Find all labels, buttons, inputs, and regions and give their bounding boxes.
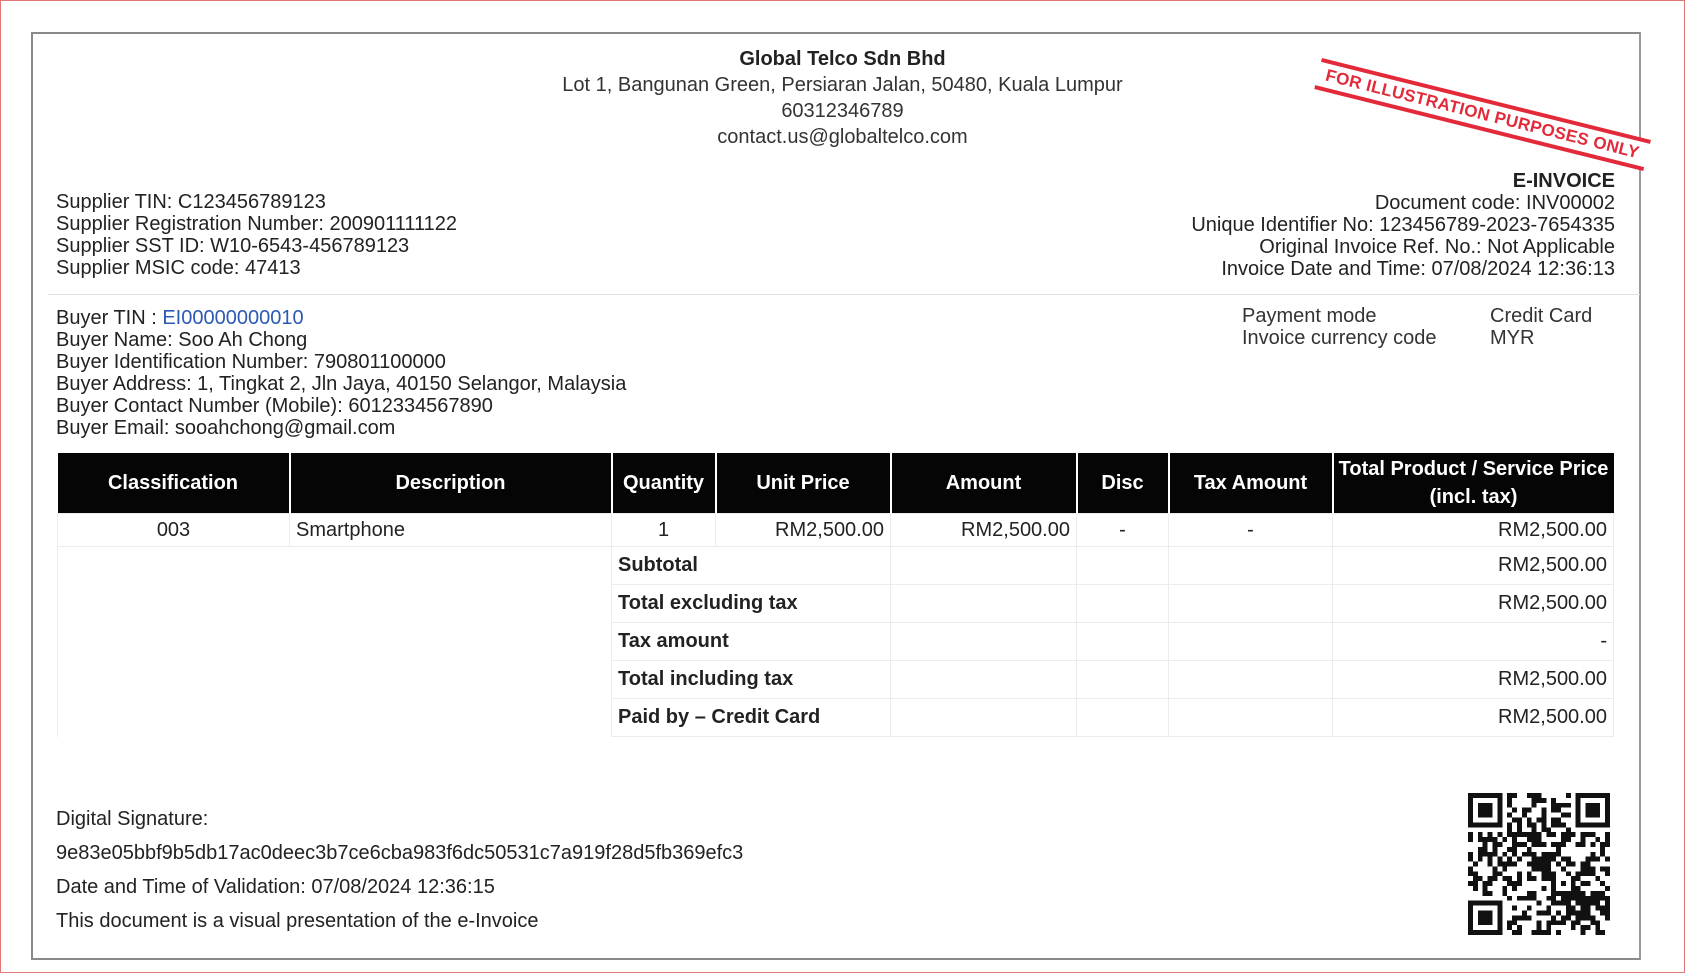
summary-label: Total including tax <box>612 661 891 699</box>
payment-mode-row <box>1242 305 1592 327</box>
summary-empty-cell <box>891 699 1077 737</box>
header-unit-price: Unit Price <box>716 453 891 514</box>
currency-label: Invoice currency code <box>1242 327 1437 349</box>
summary-empty-cell <box>1169 661 1333 699</box>
header-tax-amount: Tax Amount <box>1169 453 1333 514</box>
cell-classification: 003 <box>58 514 290 547</box>
cell-disc: - <box>1077 514 1169 547</box>
supplier-msic: Supplier MSIC code: 47413 <box>56 257 301 279</box>
cell-description: Smartphone <box>290 514 612 547</box>
supplier-sst: Supplier SST ID: W10-6543-456789123 <box>56 235 410 257</box>
summary-value: RM2,500.00 <box>1333 699 1614 737</box>
header-amount: Amount <box>891 453 1077 514</box>
supplier-details <box>56 191 457 279</box>
buyer-tin-label: Buyer TIN : <box>56 307 163 329</box>
supplier-header <box>0 46 1685 150</box>
cell-quantity: 1 <box>612 514 716 547</box>
summary-value: - <box>1333 623 1614 661</box>
invoice-items-table <box>57 453 1614 737</box>
header-disc: Disc <box>1077 453 1169 514</box>
header-classification: Classification <box>58 453 290 514</box>
summary-empty-cell <box>1169 699 1333 737</box>
header-total-price: Total Product / Service Price (incl. tax) <box>1333 453 1614 514</box>
summary-empty-cell <box>1077 547 1169 585</box>
buyer-email: Buyer Email: sooahchong@gmail.com <box>56 417 396 439</box>
summary-value: RM2,500.00 <box>1333 585 1614 623</box>
invoice-title: E-INVOICE <box>1512 170 1615 192</box>
signature-label: Digital Signature: <box>56 808 209 830</box>
summary-empty-cell <box>891 623 1077 661</box>
qr-code-icon <box>1468 793 1610 935</box>
invoice-datetime: Invoice Date and Time: 07/08/2024 12:36:13 <box>1221 258 1615 280</box>
buyer-contact: Buyer Contact Number (Mobile): 6012334567890 <box>56 395 493 417</box>
validation-footer <box>56 806 743 942</box>
cell-tax-amount: - <box>1169 514 1333 547</box>
payment-mode-label: Payment mode <box>1242 305 1377 327</box>
summary-label: Paid by – Credit Card <box>612 699 891 737</box>
summary-empty-cell <box>1077 585 1169 623</box>
header-quantity: Quantity <box>612 453 716 514</box>
validation-datetime: Date and Time of Validation: 07/08/2024 12:36:15 <box>56 876 495 898</box>
table-row <box>58 514 1614 547</box>
summary-empty-cell <box>891 547 1077 585</box>
buyer-details <box>56 307 626 439</box>
payment-mode-value: Credit Card <box>1490 305 1593 327</box>
summary-label: Tax amount <box>612 623 891 661</box>
signature-value: 9e83e05bbf9b5db17ac0deec3b7ce6cba983f6dc50531c7a919f28d5fb369efc3 <box>56 842 744 864</box>
cell-unit-price: RM2,500.00 <box>716 514 891 547</box>
summary-empty-cell <box>891 585 1077 623</box>
buyer-id-number: Buyer Identification Number: 790801100000 <box>56 351 446 373</box>
header-description: Description <box>290 453 612 514</box>
cell-total: RM2,500.00 <box>1333 514 1614 547</box>
original-invoice-ref: Original Invoice Ref. No.: Not Applicable <box>1259 236 1615 258</box>
supplier-name: Global Telco Sdn Bhd <box>739 48 946 70</box>
payment-details <box>1242 305 1592 349</box>
summary-empty-cell <box>1077 623 1169 661</box>
illustration-stamp: FOR ILLUSTRATION PURPOSES ONLY <box>1314 58 1650 171</box>
document-code: Document code: INV00002 <box>1374 192 1615 214</box>
supplier-address: Lot 1, Bangunan Green, Persiaran Jalan, 50480, Kuala Lumpur <box>562 74 1123 96</box>
summary-row-subtotal <box>58 547 1614 585</box>
cell-amount: RM2,500.00 <box>891 514 1077 547</box>
supplier-email: contact.us@globaltelco.com <box>717 126 968 148</box>
currency-row <box>1242 327 1592 349</box>
buyer-name: Buyer Name: Soo Ah Chong <box>56 329 308 351</box>
unique-identifier: Unique Identifier No: 123456789-2023-7654335 <box>1191 214 1615 236</box>
buyer-tin <box>56 307 626 329</box>
summary-empty-cell <box>1169 623 1333 661</box>
section-divider <box>48 294 1640 295</box>
summary-empty-cell <box>1169 547 1333 585</box>
buyer-address: Buyer Address: 1, Tingkat 2, Jln Jaya, 40150 Selangor, Malaysia <box>56 373 627 395</box>
summary-empty-cell <box>891 661 1077 699</box>
summary-label: Total excluding tax <box>612 585 891 623</box>
supplier-registration: Supplier Registration Number: 200901111122 <box>56 213 457 235</box>
currency-value: MYR <box>1490 327 1535 349</box>
supplier-tin: Supplier TIN: C123456789123 <box>56 191 326 213</box>
summary-blank-area <box>58 547 612 737</box>
summary-value: RM2,500.00 <box>1333 661 1614 699</box>
summary-value: RM2,500.00 <box>1333 547 1614 585</box>
visual-presentation-note: This document is a visual presentation of the e-Invoice <box>56 910 539 932</box>
summary-empty-cell <box>1169 585 1333 623</box>
invoice-details <box>1191 170 1615 280</box>
summary-empty-cell <box>1077 699 1169 737</box>
summary-empty-cell <box>1077 661 1169 699</box>
supplier-phone: 60312346789 <box>781 100 904 122</box>
table-header-row <box>58 453 1614 514</box>
buyer-tin-value[interactable]: EI00000000010 <box>162 307 304 329</box>
summary-label: Subtotal <box>612 547 891 585</box>
